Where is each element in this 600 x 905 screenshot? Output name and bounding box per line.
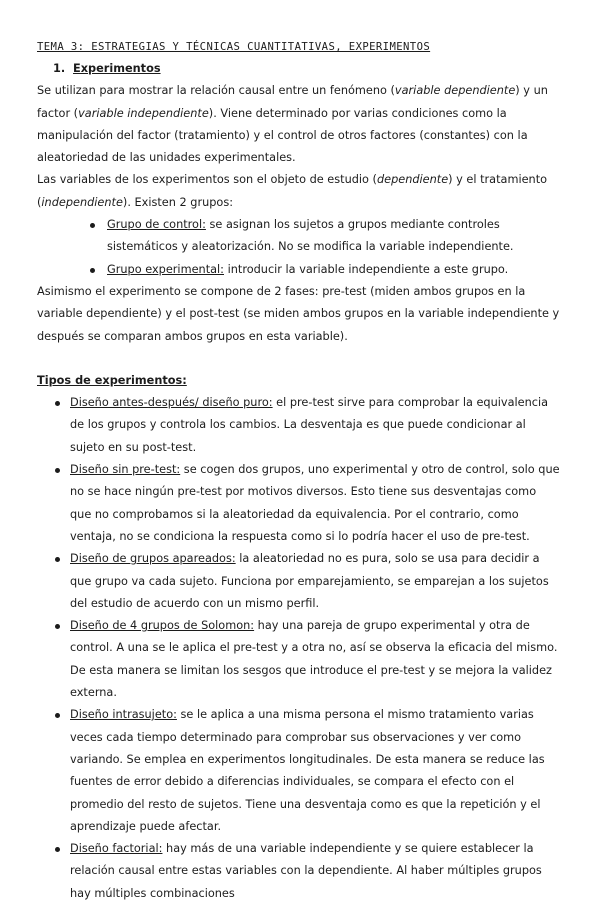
- paragraph-variables: Las variables de los experimentos son el objeto de estudio (dependiente) y el tratamiento (independiente). Existen 2 grupos:: [37, 173, 548, 209]
- bullet-icon: [55, 468, 60, 473]
- list-item: Diseño intrasujeto: se le aplica a una misma persona el mismo tratamiento varias veces cada tiempo determinado para comprobar sus observaciones y ver como variando. Se emplea en experimentos longitudinales. De esta manera se reduce las fuentes de error debido a diferencias individuales, se compara el efecto con el promedio del resto de sujetos. Tiene una desventaja como es que la repetición y el aprendizaje puede afectar.: [37, 704, 560, 838]
- types-list: [37, 392, 560, 905]
- bullet-icon: [55, 401, 60, 406]
- paragraph-definition: Se utilizan para mostrar la relación causal entre un fenómeno (variable dependiente) y un factor (variable independiente). Viene determinado por varias condiciones como la manipulación del factor (tratamiento) y el control de otros factores (constantes) con la aleatoriedad de las unidades experimentales.: [37, 84, 548, 165]
- list-item: Diseño factorial: hay más de una variable independiente y se quiere establecer la relación causal entre estas variables con la dependiente. Al haber múltiples grupos hay múltiples combinaciones: [37, 838, 560, 905]
- bullet-icon: [90, 223, 95, 228]
- list-item: Grupo experimental: introducir la variable independiente a este grupo.: [72, 259, 560, 281]
- section-number: 1.: [53, 62, 66, 75]
- bullet-icon: [55, 713, 60, 718]
- document-title: TEMA 3: ESTRATEGIAS Y TÉCNICAS CUANTITATIVAS, EXPERIMENTOS: [37, 41, 431, 53]
- list-item: Grupo de control: se asignan los sujetos a grupos mediante controles sistemáticos y aleatorización. No se modifica la variable independiente.: [72, 214, 560, 259]
- bullet-icon: [90, 268, 95, 273]
- types-heading: Tipos de experimentos:: [37, 373, 187, 387]
- bullet-icon: [55, 624, 60, 629]
- list-item: Diseño de grupos apareados: la aleatoriedad no es pura, solo se usa para decidir a que grupo va cada sujeto. Funciona por emparejamiento, se emparejan a los sujetos del estudio de acuerdo con un mismo perfil.: [37, 548, 560, 615]
- list-item: Diseño de 4 grupos de Solomon: hay una pareja de grupo experimental y otra de control. A una se le aplica el pre-test y a otra no, así se observa la eficacia del mismo. De esta manera se limitan los sesgos que introduce el pre-test y se mejora la validez externa.: [37, 615, 560, 704]
- list-item: Diseño sin pre-test: se cogen dos grupos, uno experimental y otro de control, solo que no se hace ningún pre-test por motivos diversos. Esto tiene sus desventajas como que no comprobamos si la aleatoriedad da equivalencia. Por el contrario, como ventaja, no se condiciona la respuesta como si lo podría hacer el uso de pre-test.: [37, 459, 560, 548]
- paragraph-phases: Asimismo el experimento se compone de 2 fases: pre-test (miden ambos grupos en la variable dependiente) y el post-test (se miden ambos grupos en la variable independiente y después se comparan ambos grupos en esta variable).: [37, 284, 560, 343]
- list-item: Diseño antes-después/ diseño puro: el pre-test sirve para comprobar la equivalencia de los grupos y controla los cambios. La desventaja es que puede condicionar al sujeto en su post-test.: [37, 392, 560, 459]
- section-title: Experimentos: [73, 62, 161, 75]
- bullet-icon: [55, 557, 60, 562]
- groups-list: [37, 214, 560, 281]
- section-heading: [53, 58, 560, 80]
